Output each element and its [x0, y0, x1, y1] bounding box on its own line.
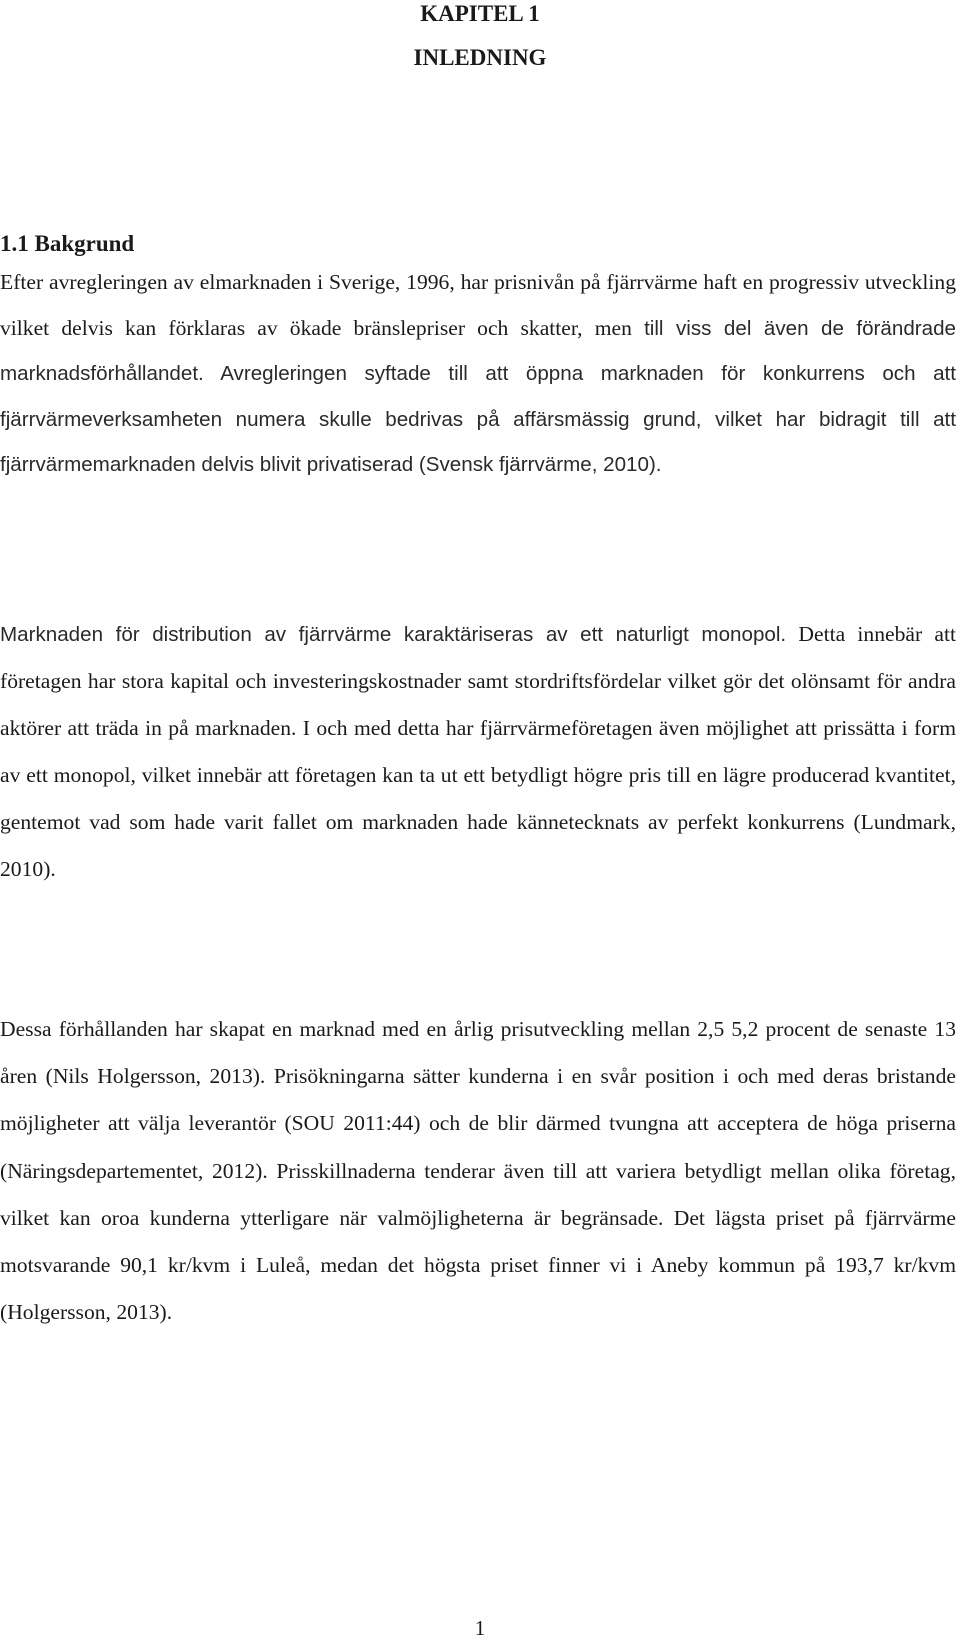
paragraph-monopoly-part-a: Marknaden för distribution av fjärrvärme karaktäriseras av ett naturligt monopol. [0, 623, 787, 646]
paragraph-price-development: Dessa förhållanden har skapat en marknad med en årlig prisutveckling mellan 2,5 5,2 procent de senaste 13 åren (Nils Holgersson, 2013). Prisökningarna sätter kunderna i en svår position i och med deras bristande möjligheter att välja leverantör (SOU 2011:44) och de blir därmed tvungna att acceptera de höga priserna (Näringsdepartementet, 2012). Prisskillnaderna tenderar även till att variera betydligt mellan olika företag, vilket kan oroa kunderna ytterligare när valmöjligheterna är begränsade. Det lägsta priset på fjärrvärme motsvarande 90,1 kr/kvm i Luleå, medan det högsta priset finner vi i Aneby kommun på 193,7 kr/kvm (Holgersson, 2013). [0, 1017, 956, 1325]
chapter-label: KAPITEL 1 [420, 1, 540, 26]
paragraph-monopoly-part-b: Detta innebär att företagen har stora kapital och investeringskostnader samt stordriftsfördelar vilket gör det olönsamt för andra aktörer att träda in på marknaden. I och med detta har fjärrvärmeföretagen även möjlighet att prissätta i form av ett monopol, vilket innebär att företagen kan ta ut ett betydligt högre pris till en lägre producerad kvantitet, gentemot vad som hade varit fallet om marknaden hade kännetecknats av perfekt konkurrens (Lundmark, 2010). [0, 622, 956, 881]
paragraph-background-part-b: till viss del även de förändrade marknadsförhållandet. Avregleringen syftade till att öppna marknaden för konkurrens och att fjärrvärmeverksamheten numera skulle bedrivas på affärsmässig grund, vilket har bidragit till att fjärrvärmemarknaden delvis blivit privatiserad (Svensk fjärrvärme, 2010). [0, 316, 956, 476]
paragraph-monopoly [0, 611, 956, 893]
page-number: 1 [474, 1616, 486, 1640]
chapter-title: INLEDNING [413, 45, 547, 70]
paragraph-background [0, 260, 956, 488]
section-heading: 1.1 Bakgrund [0, 231, 135, 256]
paragraph-background-part-a: Efter avregleringen av elmarknaden i Sverige, 1996, har prisnivån på fjärrvärme haft en progressiv utveckling vilket delvis kan förklaras av ökade bränslepriser och skatter, men [0, 270, 956, 340]
